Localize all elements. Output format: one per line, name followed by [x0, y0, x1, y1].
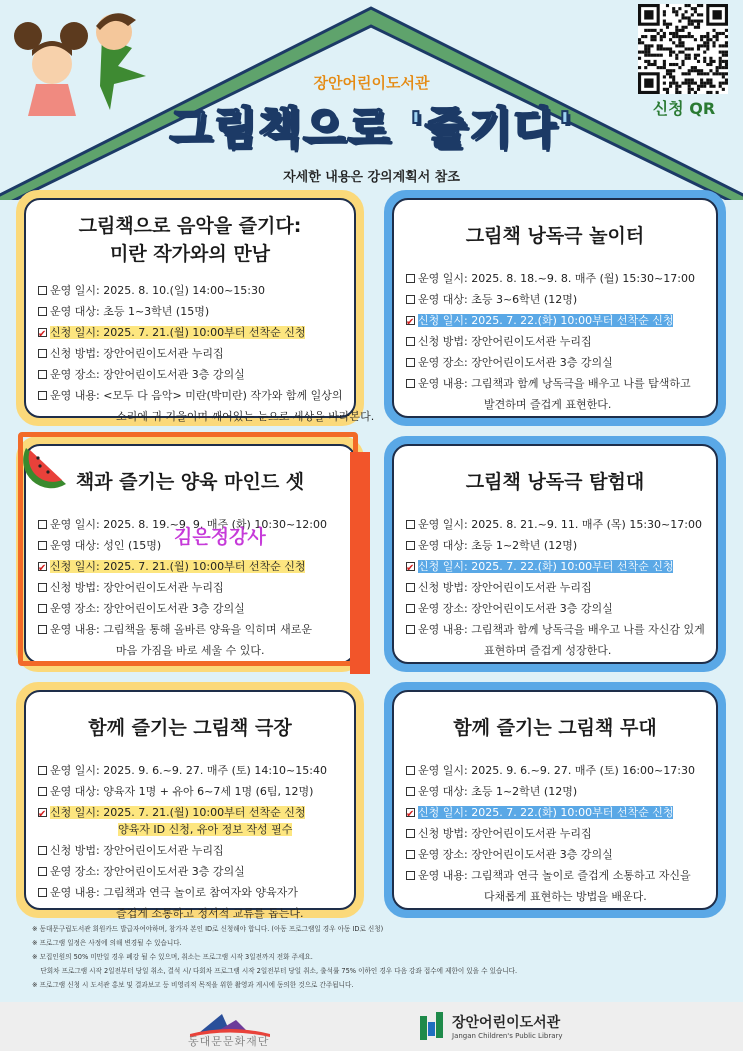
notice-item: ※ 모집인원의 50% 미만일 경우 폐강 될 수 있으며, 취소는 프로그램 시작 3일전까지 전화 주세요. [32, 953, 313, 961]
card-info-text: 운영 내용: 그림책과 연극 놀이로 즐겁게 소통하고 자신을 [418, 869, 691, 882]
checkbox-icon [38, 307, 47, 316]
card-info-extra-text: 양육자 ID 신청, 유아 정보 작성 필수 [118, 823, 293, 836]
card-info-text: 신청 일시: 2025. 7. 21.(월) 10:00부터 선착순 신청 [50, 806, 306, 819]
card-info-row [406, 310, 704, 331]
card-info-row [38, 556, 342, 577]
card-info-text: 운영 대상: 초등 1~3학년 (15명) [50, 305, 210, 318]
card-info-row [38, 882, 342, 903]
card-info-text: 운영 장소: 장안어린이도서관 3층 강의실 [418, 356, 613, 369]
card-info-continuation: 다채롭게 표현하는 방법을 배운다. [484, 890, 647, 903]
orange-highlight-bar [350, 452, 370, 674]
card-info-text: 신청 일시: 2025. 7. 21.(월) 10:00부터 선착순 신청 [50, 560, 306, 573]
checkbox-icon [406, 520, 415, 529]
card-info-text: 신청 방법: 장안어린이도서관 누리집 [418, 581, 592, 594]
card-info-row [38, 577, 342, 598]
card-info-text: 운영 내용: 그림책과 함께 낭독극을 배우고 나를 탐색하고 [418, 377, 691, 390]
card-info-text: 운영 내용: 그림책과 연극 놀이로 참여자와 양육자가 [50, 886, 298, 899]
card-info-row [38, 781, 342, 802]
card-info-row [406, 331, 704, 352]
checkbox-icon [38, 349, 47, 358]
card-info-text: 운영 일시: 2025. 8. 19.~9. 9. 매주 (화) 10:30~12:00 [50, 518, 327, 531]
card-info-text: 운영 일시: 2025. 9. 6.~9. 27. 매주 (토) 14:10~15:40 [50, 764, 327, 777]
checkbox-icon [406, 850, 415, 859]
instructor-name: 김은정강사 [174, 526, 266, 548]
card-info-extra [38, 819, 342, 840]
card-info-row [38, 280, 342, 301]
card-info-text: 운영 대상: 초등 1~2학년 (12명) [418, 785, 578, 798]
checked-box-icon [38, 808, 47, 817]
card-info-row [406, 823, 704, 844]
card-info-row [38, 598, 342, 619]
card-info-text: 운영 내용: 그림책과 함께 낭독극을 배우고 나를 자신감 있게 [418, 623, 705, 636]
program-card-1 [16, 190, 375, 426]
checkbox-icon [406, 787, 415, 796]
card-info-text: 신청 방법: 장안어린이도서관 누리집 [50, 844, 224, 857]
checkbox-icon [406, 274, 415, 283]
checked-box-icon [406, 808, 415, 817]
program-card-2 [384, 190, 726, 426]
qr-label: 신청 QR [652, 99, 716, 118]
checkbox-icon [38, 391, 47, 400]
card-info-text: 신청 방법: 장안어린이도서관 누리집 [50, 581, 224, 594]
card-info-row [406, 865, 704, 886]
checked-box-icon [38, 328, 47, 337]
program-card-5 [16, 682, 364, 918]
card-info-text: 운영 일시: 2025. 8. 18.~9. 8. 매주 (월) 15:30~17:00 [418, 272, 695, 285]
checked-box-icon [406, 316, 415, 325]
card-info-text: 신청 일시: 2025. 7. 21.(월) 10:00부터 선착순 신청 [50, 326, 306, 339]
checkbox-icon [38, 370, 47, 379]
card-info-continuation: 소리에 귀 기울이며 깨어있는 눈으로 세상을 바라본다. [116, 410, 375, 423]
card-info-continuation: 마음 가짐을 바로 세울 수 있다. [116, 644, 265, 657]
checkbox-icon [406, 604, 415, 613]
notice-list [32, 922, 722, 992]
card-info-text: 신청 일시: 2025. 7. 22.(화) 10:00부터 선착순 신청 [418, 314, 674, 327]
card-info-text: 운영 대상: 양육자 1명 + 유아 6~7세 1명 (6팀, 12명) [50, 785, 314, 798]
card-title: 함께 즐기는 그림책 극장 [88, 717, 292, 739]
card-info-row [38, 840, 342, 861]
checkbox-icon [38, 888, 47, 897]
program-card-4 [384, 436, 726, 672]
card-info-row [406, 598, 704, 619]
card-info-row [406, 289, 704, 310]
program-card-6 [384, 682, 726, 918]
card-info-text: 운영 장소: 장안어린이도서관 3층 강의실 [50, 602, 245, 615]
checkbox-icon [38, 541, 47, 550]
checkbox-icon [406, 379, 415, 388]
card-info-text: 운영 대상: 초등 3~6학년 (12명) [418, 293, 578, 306]
checkbox-icon [406, 337, 415, 346]
card-info-row [406, 556, 704, 577]
card-info-row [38, 619, 342, 640]
checkbox-icon [38, 766, 47, 775]
notice-item: ※ 프로그램 신청 시 도서관 홍보 및 결과보고 등 비영리적 목적을 위한 촬영과 게시에 동의한 것으로 간주됩니다. [32, 981, 354, 989]
checkbox-icon [38, 787, 47, 796]
card-info-row [406, 352, 704, 373]
card-title: 함께 즐기는 그림책 무대 [453, 717, 657, 739]
card-title: 그림책으로 음악을 즐기다: 미란 작가와의 만남 [78, 215, 302, 265]
checked-box-icon [406, 562, 415, 571]
page-title: 그림책으로 '즐기다' [169, 103, 574, 154]
library-name-english: Jangan Children's Public Library [452, 1032, 563, 1040]
checkbox-icon [38, 625, 47, 634]
card-title: 그림책 낭독극 탐험대 [465, 471, 645, 493]
checkbox-icon [38, 867, 47, 876]
card-info-row [38, 343, 342, 364]
card-info-text: 운영 장소: 장안어린이도서관 3층 강의실 [418, 848, 613, 861]
organizer-name: 장안어린이도서관 [313, 74, 430, 92]
checked-box-icon [38, 562, 47, 571]
card-info-continuation: 표현하며 즐겁게 성장한다. [484, 644, 612, 657]
checkbox-icon [38, 286, 47, 295]
card-info-row [406, 577, 704, 598]
checkbox-icon [406, 541, 415, 550]
card-info-row [406, 514, 704, 535]
card-info-text: 운영 장소: 장안어린이도서관 3층 강의실 [418, 602, 613, 615]
checkbox-icon [38, 520, 47, 529]
card-info-text: 운영 일시: 2025. 8. 10.(일) 14:00~15:30 [50, 284, 265, 297]
card-info-text: 운영 대상: 성인 (15명) [50, 539, 162, 552]
checkbox-icon [38, 604, 47, 613]
checkbox-icon [406, 358, 415, 367]
card-info-row [406, 535, 704, 556]
notice-item: 단회차 프로그램 시작 2일전부터 당일 취소, 결석 시/ 다회차 프로그램 시작 2일전부터 당일 취소, 출석률 75% 이하인 경우 다음 강좌 접수에 제한이 있을 수 있습니다. [32, 967, 518, 975]
checkbox-icon [406, 625, 415, 634]
notice-item: ※ 동대문구립도서관 회원카드 발급자여야하며, 참가자 본인 ID로 신청해야 합니다. (아동 프로그램일 경우 아동 ID로 신청) [32, 925, 384, 933]
card-info-row [406, 781, 704, 802]
card-info-text: 운영 대상: 초등 1~2학년 (12명) [418, 539, 578, 552]
card-info-row [38, 385, 342, 406]
checkbox-icon [38, 583, 47, 592]
card-info-text: 신청 일시: 2025. 7. 22.(화) 10:00부터 선착순 신청 [418, 806, 674, 819]
checkbox-icon [406, 766, 415, 775]
card-info-row [406, 619, 704, 640]
card-info-row [406, 844, 704, 865]
card-info-row [38, 301, 342, 322]
card-info-row [406, 268, 704, 289]
card-title: 그림책 낭독극 놀이터 [465, 225, 645, 247]
card-info-row [38, 760, 342, 781]
card-info-row [38, 322, 342, 343]
card-info-row [38, 364, 342, 385]
watermelon-icon [22, 440, 72, 490]
card-info-continuation: 발견하며 즐겁게 표현한다. [484, 398, 612, 411]
checkbox-icon [406, 583, 415, 592]
page-subtitle: 자세한 내용은 강의계획서 참조 [283, 170, 460, 185]
card-info-text: 신청 방법: 장안어린이도서관 누리집 [418, 827, 592, 840]
card-info-text: 운영 내용: <모두 다 음악> 미란(박미란) 작가와 함께 일상의 [50, 389, 343, 402]
card-info-text: 신청 방법: 장안어린이도서관 누리집 [50, 347, 224, 360]
card-info-row [406, 760, 704, 781]
card-info-text: 운영 장소: 장안어린이도서관 3층 강의실 [50, 865, 245, 878]
checkbox-icon [406, 829, 415, 838]
checkbox-icon [406, 295, 415, 304]
card-info-text: 신청 방법: 장안어린이도서관 누리집 [418, 335, 592, 348]
library-logo-icon [420, 1012, 444, 1042]
footer [0, 1002, 743, 1051]
card-info-text: 운영 장소: 장안어린이도서관 3층 강의실 [50, 368, 245, 381]
card-info-text: 운영 일시: 2025. 8. 21.~9. 11. 매주 (목) 15:30~17:00 [418, 518, 702, 531]
card-title: 책과 즐기는 양육 마인드 셋 [75, 471, 305, 493]
card-info-text: 운영 내용: 그림책을 통해 올바른 양육을 익히며 새로운 [50, 623, 312, 636]
card-info-continuation: 즐겁게 소통하고 정서적 교류를 돕는다. [116, 907, 304, 920]
notice-item: ※ 프로그램 일정은 사정에 의해 변경될 수 있습니다. [32, 939, 182, 947]
card-info-row [38, 861, 342, 882]
foundation-logo-text: 동대문문화재단 [188, 1035, 270, 1048]
card-info-row [406, 802, 704, 823]
card-info-text: 신청 일시: 2025. 7. 22.(화) 10:00부터 선착순 신청 [418, 560, 674, 573]
card-info-text: 운영 일시: 2025. 9. 6.~9. 27. 매주 (토) 16:00~17:30 [418, 764, 695, 777]
qr-code[interactable] [638, 4, 728, 94]
checkbox-icon [38, 846, 47, 855]
checkbox-icon [406, 871, 415, 880]
library-name: 장안어린이도서관 [452, 1015, 561, 1031]
card-info-row [406, 373, 704, 394]
